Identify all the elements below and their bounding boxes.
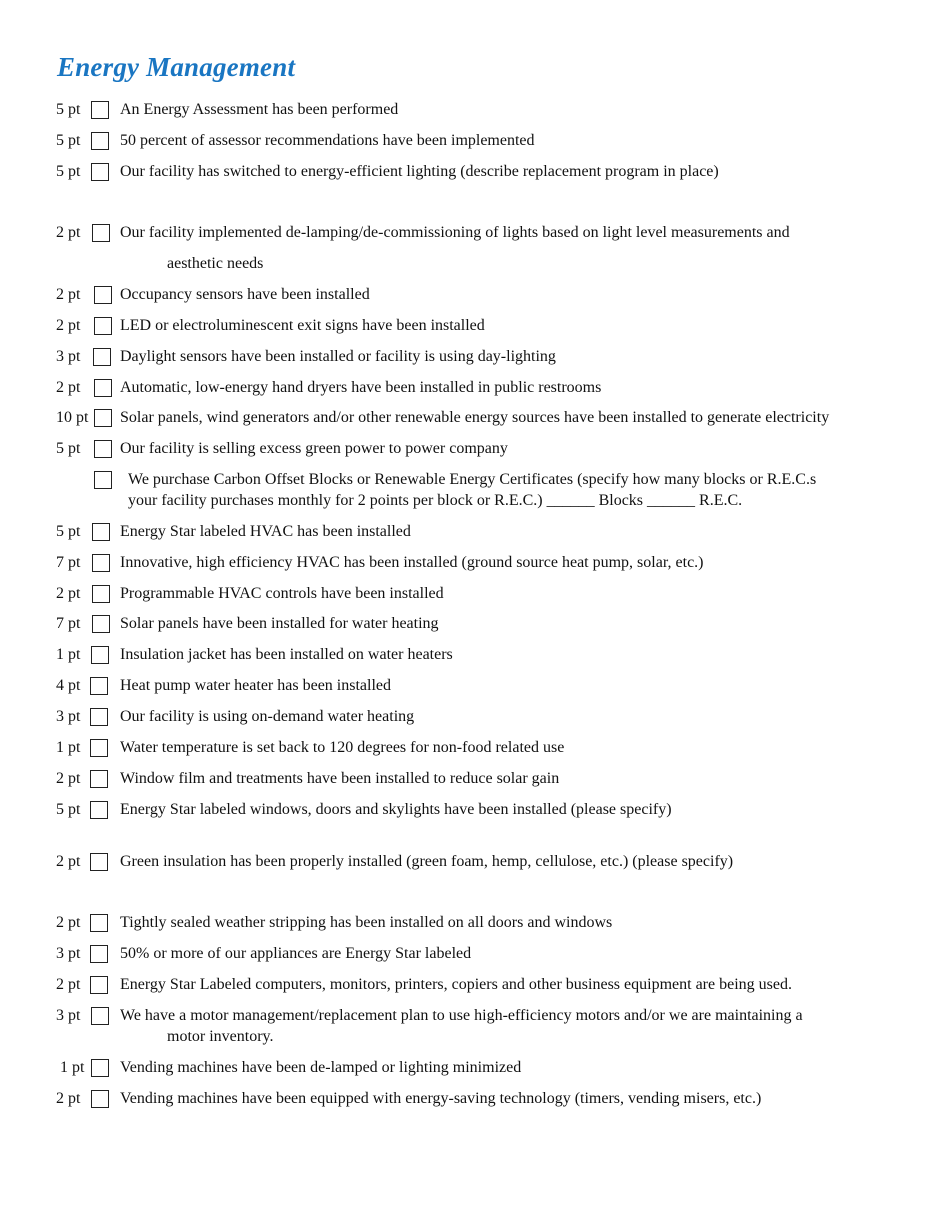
checkbox[interactable] — [93, 348, 111, 366]
checkbox[interactable] — [91, 132, 109, 150]
points-label: 1 pt — [56, 739, 81, 756]
points-label: 2 pt — [56, 286, 81, 303]
checkbox[interactable] — [90, 770, 108, 788]
points-label: 2 pt — [56, 585, 81, 602]
item-text-continued: motor inventory. — [167, 1028, 274, 1045]
points-label: 3 pt — [56, 1007, 81, 1024]
item-text: Occupancy sensors have been installed — [120, 286, 370, 303]
item-text: Insulation jacket has been installed on water heaters — [120, 646, 453, 663]
checkbox[interactable] — [92, 554, 110, 572]
item-text: An Energy Assessment has been performed — [120, 101, 399, 118]
checkbox[interactable] — [90, 914, 108, 932]
item-text: Energy Star labeled HVAC has been installed — [120, 523, 411, 540]
checkbox[interactable] — [91, 1059, 109, 1077]
checkbox[interactable] — [90, 853, 108, 871]
points-label: 10 pt — [56, 409, 89, 426]
points-label: 2 pt — [56, 853, 81, 870]
points-label: 1 pt — [60, 1059, 85, 1076]
points-label: 7 pt — [56, 554, 81, 571]
checkbox[interactable] — [92, 224, 110, 242]
points-label: 3 pt — [56, 708, 81, 725]
checkbox[interactable] — [90, 945, 108, 963]
item-text: Water temperature is set back to 120 degrees for non-food related use — [120, 739, 565, 756]
checkbox[interactable] — [94, 440, 112, 458]
item-text: Innovative, high efficiency HVAC has been installed (ground source heat pump, solar, etc.) — [120, 554, 704, 571]
points-label: 2 pt — [56, 379, 81, 396]
points-label: 5 pt — [56, 163, 81, 180]
item-text: Vending machines have been equipped with energy-saving technology (timers, vending misers, etc.) — [120, 1090, 762, 1107]
item-text: Our facility is using on-demand water heating — [120, 708, 415, 725]
item-text-continued: your facility purchases monthly for 2 points per block or R.E.C.) ______ Blocks ______ R.E.C. — [128, 492, 743, 509]
points-label: 7 pt — [56, 615, 81, 632]
checkbox[interactable] — [92, 585, 110, 603]
checkbox[interactable] — [90, 739, 108, 757]
points-label: 2 pt — [56, 770, 81, 787]
checkbox[interactable] — [94, 286, 112, 304]
item-text: Heat pump water heater has been installed — [120, 677, 391, 694]
points-label: 2 pt — [56, 914, 81, 931]
checkbox[interactable] — [91, 163, 109, 181]
item-text-continued: aesthetic needs — [167, 255, 264, 272]
points-label: 5 pt — [56, 523, 81, 540]
points-label: 2 pt — [56, 317, 81, 334]
item-text: Our facility implemented de-lamping/de-commissioning of lights based on light level measurements and — [120, 224, 790, 241]
item-text: Solar panels have been installed for water heating — [120, 615, 439, 632]
points-label: 5 pt — [56, 801, 81, 818]
points-label: 3 pt — [56, 945, 81, 962]
item-text: We purchase Carbon Offset Blocks or Renewable Energy Certificates (specify how many blocks or R.E.C.s — [128, 471, 817, 488]
checkbox[interactable] — [92, 615, 110, 633]
item-text: Our facility has switched to energy-efficient lighting (describe replacement program in place) — [120, 163, 719, 180]
item-text: Window film and treatments have been installed to reduce solar gain — [120, 770, 560, 787]
points-label: 1 pt — [56, 646, 81, 663]
item-text: LED or electroluminescent exit signs have been installed — [120, 317, 485, 334]
points-label: 2 pt — [56, 976, 81, 993]
checkbox[interactable] — [90, 801, 108, 819]
item-text: 50 percent of assessor recommendations have been implemented — [120, 132, 535, 149]
checkbox[interactable] — [91, 646, 109, 664]
item-text: Energy Star labeled windows, doors and skylights have been installed (please specify) — [120, 801, 672, 818]
item-text: Green insulation has been properly installed (green foam, hemp, cellulose, etc.) (please specify) — [120, 853, 734, 870]
points-label: 2 pt — [56, 224, 81, 241]
checkbox[interactable] — [90, 708, 108, 726]
checkbox[interactable] — [94, 317, 112, 335]
points-label: 3 pt — [56, 348, 81, 365]
points-label: 5 pt — [56, 101, 81, 118]
checkbox[interactable] — [92, 523, 110, 541]
points-label: 5 pt — [56, 440, 81, 457]
checkbox[interactable] — [90, 976, 108, 994]
item-text: We have a motor management/replacement plan to use high-efficiency motors and/or we are maintaining a — [120, 1007, 803, 1024]
checkbox[interactable] — [91, 1007, 109, 1025]
item-text: Automatic, low-energy hand dryers have been installed in public restrooms — [120, 379, 602, 396]
checkbox[interactable] — [91, 101, 109, 119]
item-text: Our facility is selling excess green power to power company — [120, 440, 508, 457]
page-title: Energy Management — [57, 52, 296, 82]
item-text: Daylight sensors have been installed or facility is using day-lighting — [120, 348, 556, 365]
points-label: 5 pt — [56, 132, 81, 149]
checkbox[interactable] — [94, 471, 112, 489]
points-label: 4 pt — [56, 677, 81, 694]
item-text: 50% or more of our appliances are Energy Star labeled — [120, 945, 472, 962]
checkbox[interactable] — [94, 379, 112, 397]
checkbox[interactable] — [94, 409, 112, 427]
item-text: Solar panels, wind generators and/or other renewable energy sources have been installed to generate electricity — [120, 409, 830, 426]
checkbox[interactable] — [90, 677, 108, 695]
checkbox[interactable] — [91, 1090, 109, 1108]
item-text: Energy Star Labeled computers, monitors, printers, copiers and other business equipment are being used. — [120, 976, 792, 993]
item-text: Tightly sealed weather stripping has been installed on all doors and windows — [120, 914, 613, 931]
points-label: 2 pt — [56, 1090, 81, 1107]
item-text: Vending machines have been de-lamped or lighting minimized — [120, 1059, 522, 1076]
item-text: Programmable HVAC controls have been installed — [120, 585, 444, 602]
